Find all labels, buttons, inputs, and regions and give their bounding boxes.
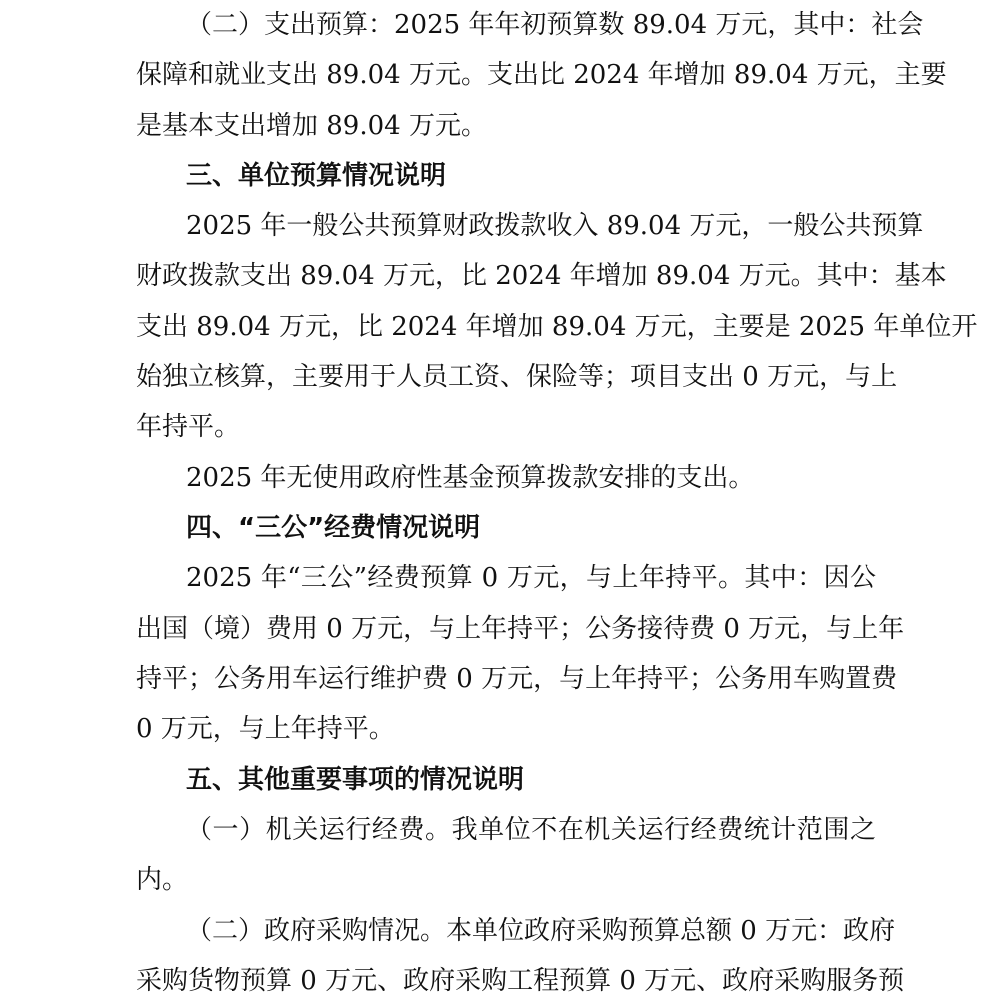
three-public-line-2: 出国（境）费用 0 万元，与上年持平；公务接待费 0 万元，与上年	[136, 614, 905, 644]
expense-budget-line-1: （二）支出预算：2025 年年初预算数 89.04 万元，其中：社会	[186, 10, 924, 40]
procurement-line-2: 采购货物预算 0 万元、政府采购工程预算 0 万元、政府采购服务预	[136, 966, 905, 996]
operating-funds-line-2: 内。	[136, 865, 189, 895]
section-heading-other-matters: 五、其他重要事项的情况说明	[186, 765, 525, 795]
expense-budget-line-2: 保障和就业支出 89.04 万元。支出比 2024 年增加 89.04 万元，主要	[136, 60, 947, 90]
three-public-line-4: 0 万元，与上年持平。	[136, 714, 395, 744]
three-public-line-3: 持平；公务用车运行维护费 0 万元，与上年持平；公务用车购置费	[136, 664, 898, 694]
general-public-budget-line-4: 始独立核算，主要用于人员工资、保险等；项目支出 0 万元，与上	[136, 362, 898, 392]
gov-fund-line-1: 2025 年无使用政府性基金预算拨款安排的支出。	[186, 463, 755, 493]
general-public-budget-line-1: 2025 年一般公共预算财政拨款收入 89.04 万元，一般公共预算	[186, 211, 924, 241]
expense-budget-line-3: 是基本支出增加 89.04 万元。	[136, 111, 487, 141]
three-public-line-1: 2025 年“三公”经费预算 0 万元，与上年持平。其中：因公	[186, 563, 876, 593]
general-public-budget-line-3: 支出 89.04 万元，比 2024 年增加 89.04 万元，主要是 2025 年单位开	[136, 312, 978, 342]
operating-funds-line-1: （一）机关运行经费。我单位不在机关运行经费统计范围之	[186, 815, 876, 845]
general-public-budget-line-5: 年持平。	[136, 412, 241, 442]
general-public-budget-line-2: 财政拨款支出 89.04 万元，比 2024 年增加 89.04 万元。其中：基本	[136, 261, 947, 291]
section-heading-unit-budget: 三、单位预算情况说明	[186, 161, 447, 191]
section-heading-three-public: 四、“三公”经费情况说明	[186, 513, 481, 543]
procurement-line-1: （二）政府采购情况。本单位政府采购预算总额 0 万元：政府	[186, 916, 896, 946]
